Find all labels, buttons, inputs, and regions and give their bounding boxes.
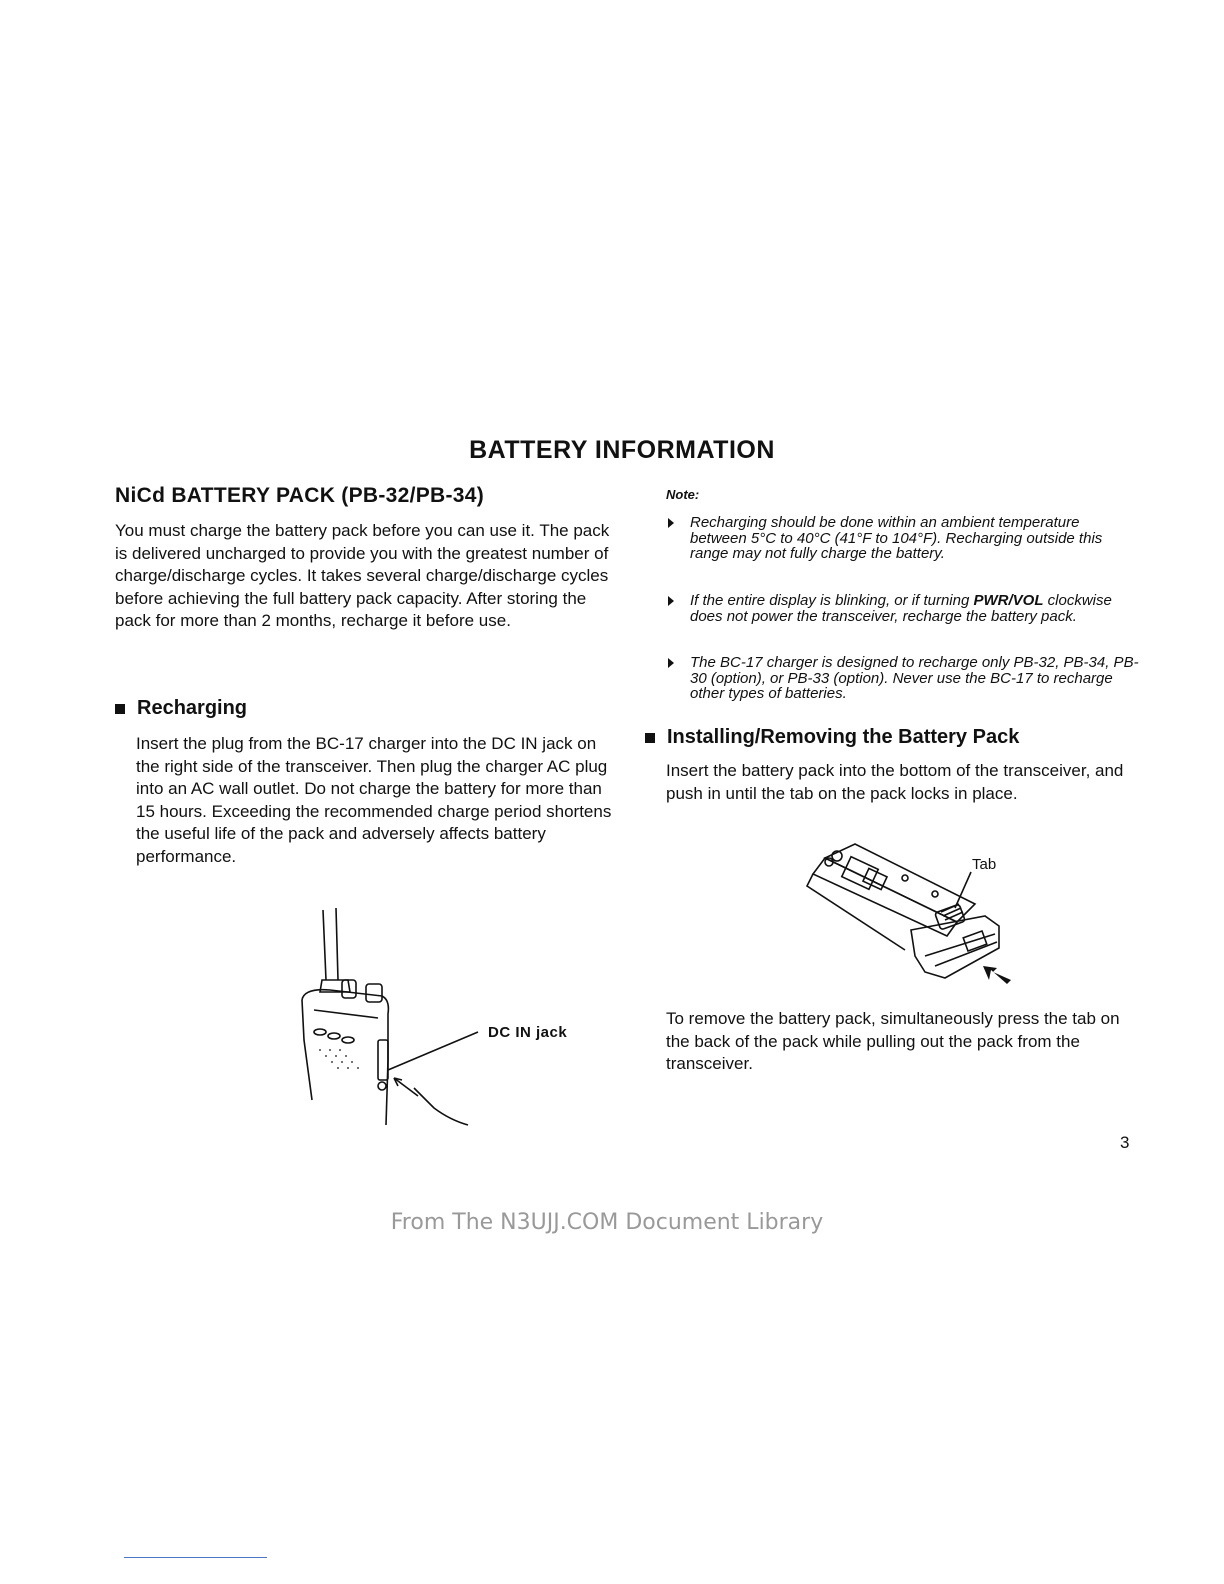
note-text-before: If the entire display is blinking, or if turning: [690, 592, 974, 609]
pwr-vol-keyword: PWR/VOL: [973, 592, 1044, 609]
remove-paragraph: To remove the battery pack, simultaneously press the tab on the back of the pack while pulling out the pack from the transceiver.: [666, 1009, 1120, 1073]
page-title: BATTERY INFORMATION: [469, 436, 775, 464]
bottom-rule: [124, 1557, 267, 1558]
tab-label: Tab: [972, 856, 997, 873]
triangle-arrow-icon: [668, 596, 674, 606]
note-label: Note:: [666, 487, 700, 502]
recharging-heading-text: Recharging: [137, 697, 248, 719]
square-bullet-icon: [645, 733, 655, 743]
install-heading-text: Installing/Removing the Battery Pack: [667, 726, 1020, 748]
nicd-paragraph: You must charge the battery pack before you can use it. The pack is delivered uncharged to provide you with the greatest number of charge/discharge cycles. It takes several charge/discharge cycles before achieving the full battery pack capacity. After storing the pack for more than 2 months, recharge it before use.: [115, 521, 610, 630]
triangle-arrow-icon: [668, 658, 674, 668]
note-item-display: [690, 593, 1140, 624]
page-number: 3: [1120, 1133, 1130, 1152]
dc-in-jack-label: DC IN jack: [488, 1024, 568, 1041]
recharging-paragraph: Insert the plug from the BC-17 charger into the DC IN jack on the right side of the transceiver. Then plug the charger AC plug into an AC wall outlet. Do not charge the battery for more than 15 hours. Exceeding the recommended charge period shortens the useful life of the pack and adversely affects battery performance.: [136, 734, 612, 866]
footer-credit: From The N3UJJ.COM Document Library: [390, 1210, 824, 1235]
note-item-temperature: [690, 515, 1140, 562]
note-text: Recharging should be done within an ambient temperature between 5°C to 40°C (41°F to 104°F). Recharging outside this range may not fully charge the battery.: [690, 514, 1103, 562]
recharging-heading: [115, 697, 247, 720]
note-item-charger: [690, 655, 1140, 702]
note-text-after: clockwise does not power the transceiver, recharge the battery pack.: [690, 592, 1112, 625]
install-paragraph: Insert the battery pack into the bottom of the transceiver, and push in until the tab on the pack locks in place.: [666, 761, 1124, 803]
section-heading-nicd: NiCd BATTERY PACK (PB-32/PB-34): [115, 484, 485, 507]
install-heading: [645, 726, 1019, 749]
square-bullet-icon: [115, 704, 125, 714]
transceiver-illustration: [290, 900, 490, 1140]
note-text: The BC-17 charger is designed to recharge only PB-32, PB-34, PB-30 (option), or PB-33 (option). Never use the BC-17 to recharge other types of batteries.: [690, 654, 1139, 702]
triangle-arrow-icon: [668, 518, 674, 528]
